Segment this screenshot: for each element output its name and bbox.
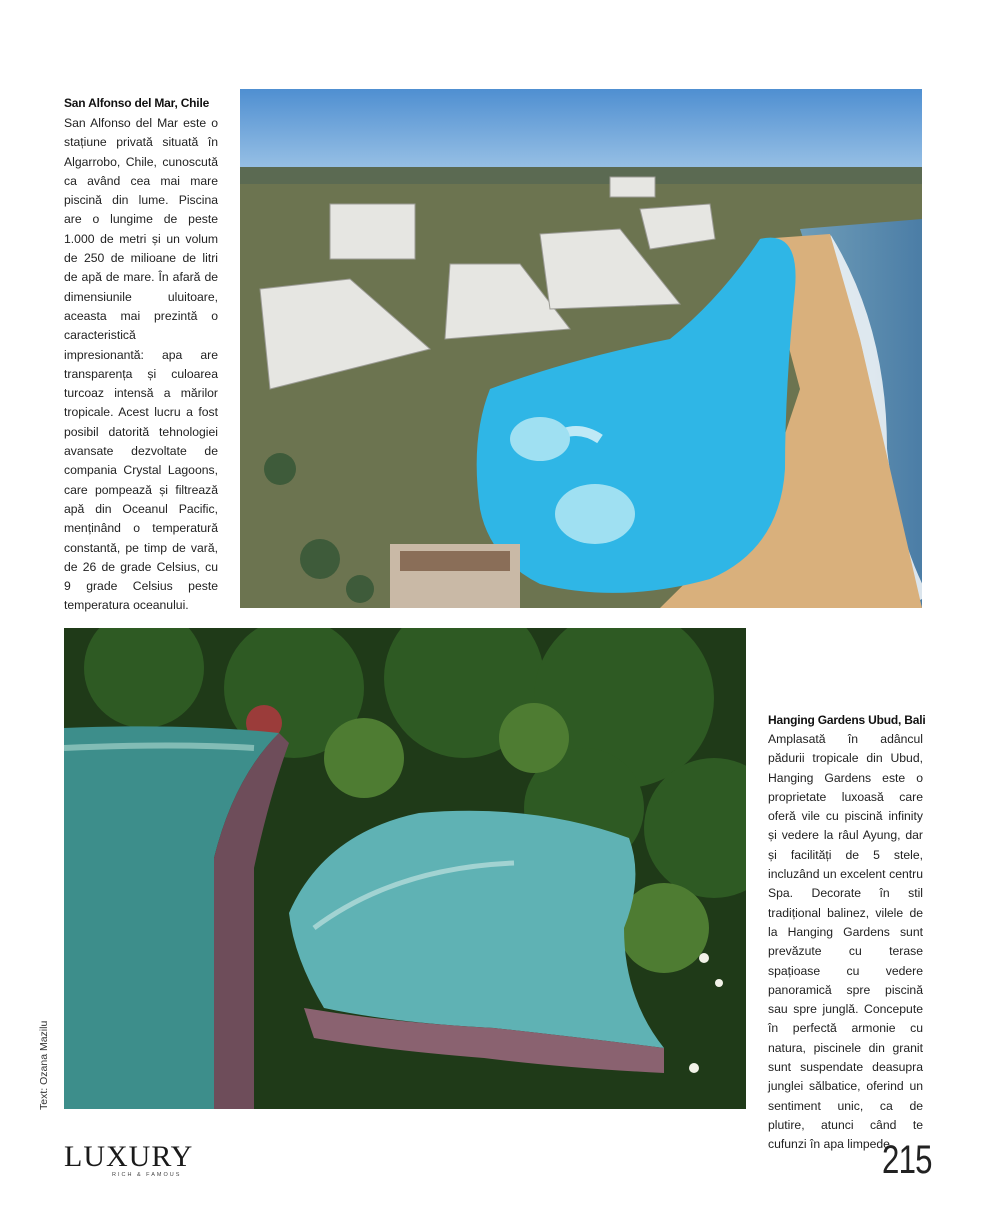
article2-body: Amplasată în adâncul pădurii tropicale din Ubud, Hanging Gardens este o proprietate luxoasă care oferă vile cu piscină infinity și vedere la râul Ayung, dar și facilități de 5 stele, incluzând un excelent centru Spa. Decorate în stil tradițional balinez, vilele de la Hanging Gardens sunt prevăzute cu terase spațioase cu vedere panoramică spre piscină sau spre junglă. Concepute în perfectă armonie cu natura, piscinele din granit sunt suspendate deasupra junglei sălbatice, oferind un sentiment unic, ca de plutire, atunci când te cufunzi în apa limpede. (768, 732, 923, 1152)
san-alfonso-photo (240, 89, 922, 608)
magazine-logo: LUXURY (64, 1140, 194, 1173)
article1-body: San Alfonso del Mar este o stațiune privată situată în Algarrobo, Chile, cunoscută ca având cea mai mare piscină din lume. Piscina are o lungime de peste 1.000 de metri și un volum de 250 de milioane de litri de apă de mare. În afară de dimensiunile uluitoare, aceasta mai prezintă o caracteristică impresionantă: apa are transparența și culoarea turcoaz intensă a mărilor tropicale. Acest lucru a fost posibil datorită tehnologiei avansate dezvoltate de compania Crystal Lagoons, care pompează și filtrează apă din Oceanul Pacific, menținând o temperatură constantă, pe timp de vară, de 26 de grade Celsius, cu 9 grade Celsius peste temperatura oceanului. (64, 116, 218, 613)
article1-title: San Alfonso del Mar, Chile (64, 96, 210, 110)
article2-title: Hanging Gardens Ubud, Bali (768, 713, 926, 727)
page-number: 215 (882, 1138, 932, 1182)
magazine-logo-tagline: RICH & FAMOUS (112, 1172, 182, 1178)
text-credit: Text: Ozana Mazilu (38, 1020, 50, 1110)
hanging-gardens-photo (64, 628, 746, 1109)
